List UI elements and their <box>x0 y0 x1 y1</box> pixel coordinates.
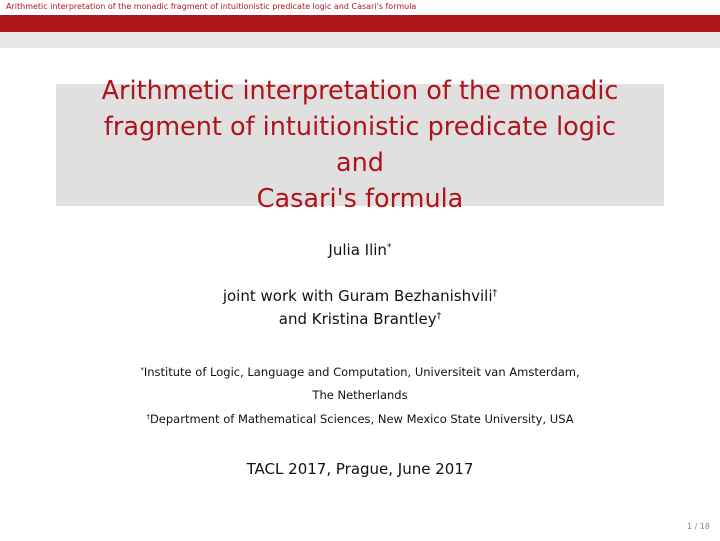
affiliation-2 <box>0 412 720 426</box>
coauthor-1-mark: † <box>492 287 498 299</box>
coauthors-line-2: and Kristina Brantley <box>278 310 437 328</box>
title-block <box>56 76 664 214</box>
affiliation-1 <box>0 361 720 407</box>
header-accent-bar <box>0 15 720 32</box>
affiliation-2-mark: † <box>146 412 150 422</box>
affiliation-1-mark: * <box>140 365 144 375</box>
title-line-2: fragment of intuitionistic predicate logic and <box>103 112 617 178</box>
affiliation-1-line-2: The Netherlands <box>312 388 408 402</box>
coauthors-line-1: joint work with Guram Bezhanishvili <box>222 287 493 305</box>
title-line-1: Arithmetic interpretation of the monadic <box>101 76 619 106</box>
conference-info: TACL 2017, Prague, June 2017 <box>246 460 474 478</box>
author <box>0 241 720 259</box>
coauthors <box>0 285 720 331</box>
coauthor-2-mark: † <box>436 310 442 322</box>
affiliation-1-line-1: Institute of Logic, Language and Computation, Universiteit van Amsterdam, <box>143 365 580 379</box>
presentation-title <box>80 73 640 217</box>
affiliation-2-text: Department of Mathematical Sciences, New Mexico State University, USA <box>149 412 574 426</box>
title-line-3: Casari's formula <box>256 184 464 214</box>
author-name: Julia Ilin <box>328 241 387 259</box>
header-subtitle-bar <box>0 32 720 48</box>
slide-header-title: Arithmetic interpretation of the monadic fragment of intuitionistic predicate logic and Casari's formula <box>0 0 720 15</box>
author-mark: * <box>386 241 392 253</box>
page-number: 1 / 18 <box>686 522 710 531</box>
